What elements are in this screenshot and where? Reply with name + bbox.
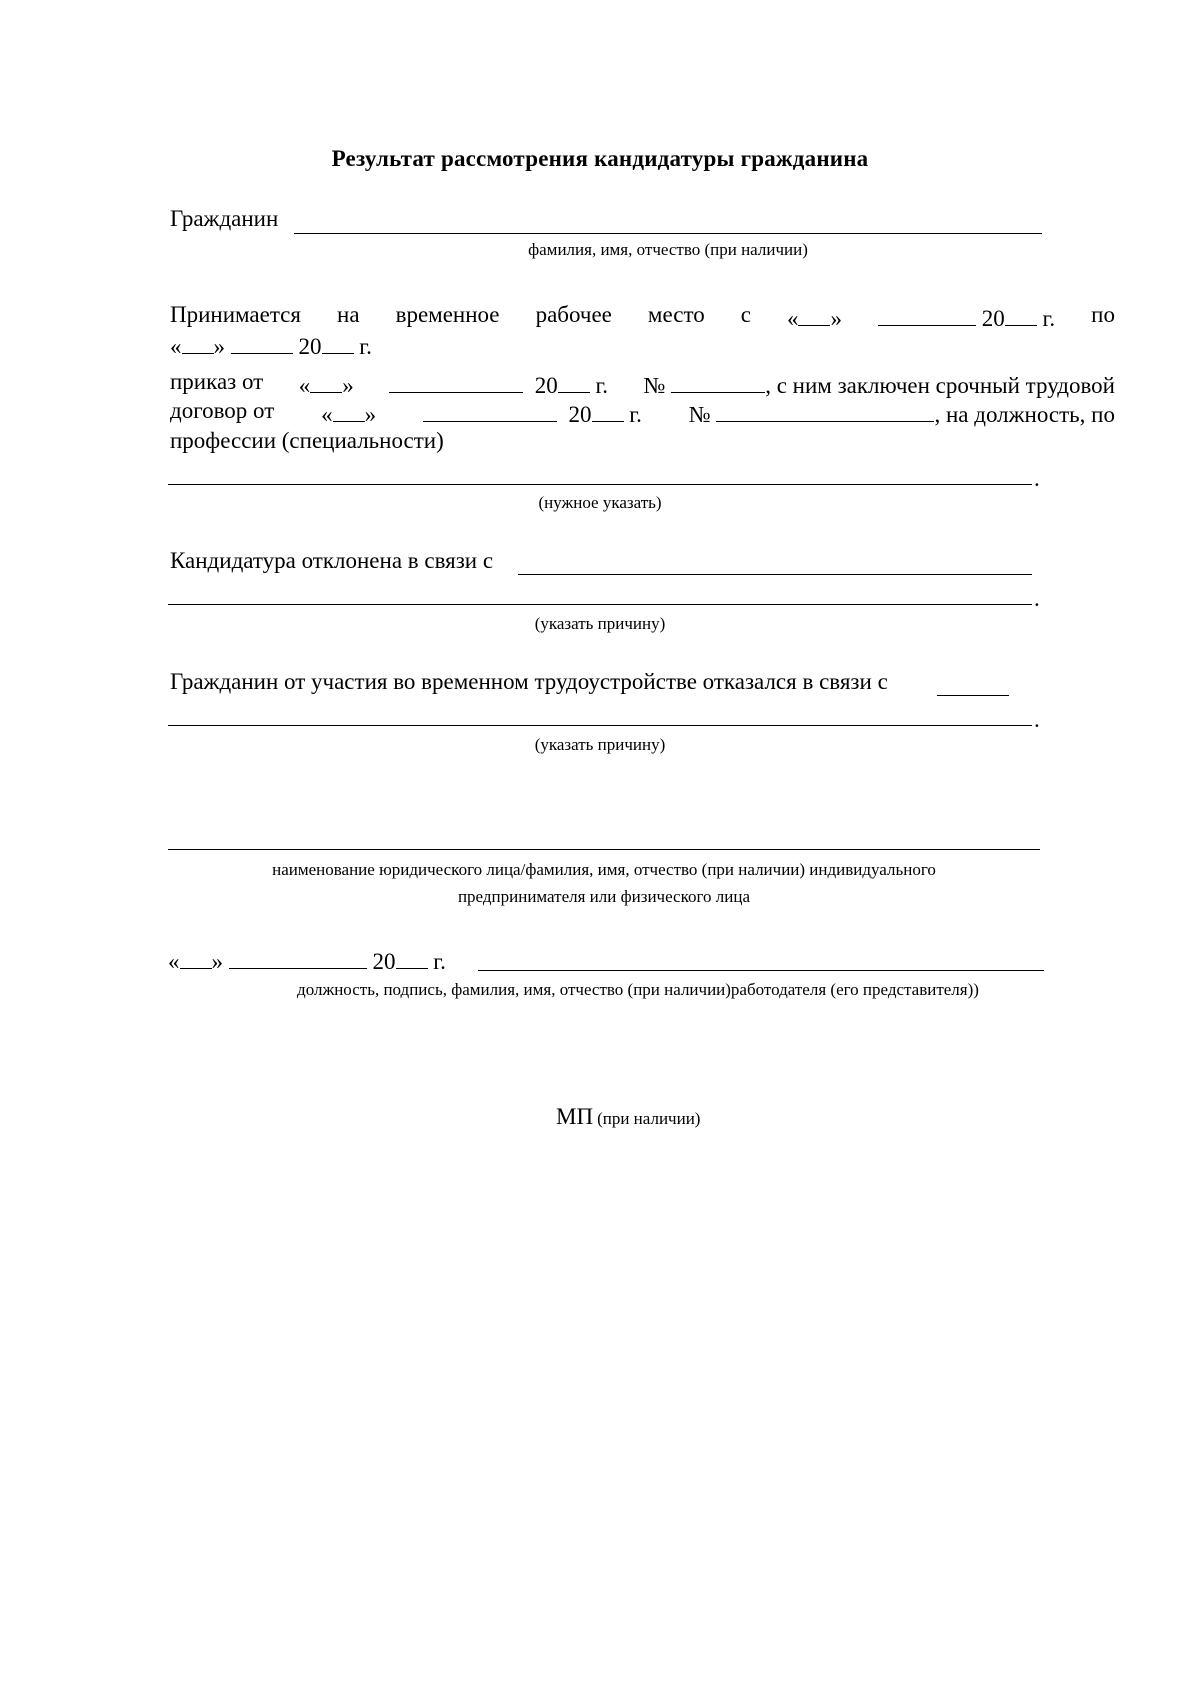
period: . xyxy=(1034,466,1040,491)
position-field[interactable] xyxy=(168,484,1032,485)
signature-caption: должность, подпись, фамилия, имя, отчество (при наличии)работодателя (его представителя)) xyxy=(297,980,979,999)
profession-label: профессии (специальности) xyxy=(170,428,444,453)
refused-caption: (указать причину) xyxy=(534,735,666,754)
start-date-month-year[interactable]: 20 г. xyxy=(878,302,1055,332)
rejected-caption: (указать причину) xyxy=(534,614,666,633)
stamp-mp: МП xyxy=(556,1104,594,1129)
to-label: по xyxy=(1091,302,1115,327)
contract-label: договор от xyxy=(170,398,275,423)
contract-number-field[interactable]: № , на должность, по xyxy=(689,398,1115,428)
start-date-day[interactable]: « » xyxy=(787,302,842,332)
employer-caption-line-2: предпринимателя или физического лица xyxy=(457,887,751,906)
stamp-mark xyxy=(556,1104,700,1130)
citizen-caption: фамилия, имя, отчество (при наличии) xyxy=(528,240,808,259)
refused-reason-field-2[interactable] xyxy=(168,725,1032,726)
accepted-word: Принимается xyxy=(170,302,301,327)
order-line xyxy=(170,369,1115,399)
employer-name-field[interactable] xyxy=(168,849,1040,850)
accepted-line-1 xyxy=(170,302,1115,332)
contract-line xyxy=(170,398,1115,428)
accepted-word: на xyxy=(337,302,360,327)
refused-label: Гражданин от участия во временном трудоустройстве отказался в связи с xyxy=(170,669,888,694)
citizen-name-field[interactable] xyxy=(294,233,1042,234)
order-date-day[interactable]: « » xyxy=(299,369,354,399)
employer-caption-line-1: наименование юридического лица/фамилия, имя, отчество (при наличии) индивидуального xyxy=(272,860,936,879)
accepted-word: рабочее xyxy=(535,302,612,327)
end-date-field[interactable]: « » 20 г. xyxy=(170,330,372,360)
stamp-note: (при наличии) xyxy=(597,1109,701,1128)
contract-date-day[interactable]: « » xyxy=(321,398,376,428)
rejected-reason-field[interactable] xyxy=(518,574,1032,575)
accepted-word: временное xyxy=(395,302,500,327)
document-title: Результат рассмотрения кандидатуры гражданина xyxy=(331,146,869,171)
period: . xyxy=(1034,586,1040,611)
refused-reason-field[interactable] xyxy=(937,695,1009,696)
accepted-caption: (нужное указать) xyxy=(538,493,662,512)
period: . xyxy=(1034,707,1040,732)
rejected-reason-field-2[interactable] xyxy=(168,604,1032,605)
order-label: приказ от xyxy=(170,369,264,394)
rejected-label: Кандидатура отклонена в связи с xyxy=(170,548,494,573)
signature-date-field[interactable]: « » 20 г. xyxy=(168,945,446,975)
citizen-label: Гражданин xyxy=(170,206,279,231)
order-date-month-year[interactable]: 20 г. xyxy=(389,369,608,399)
signature-field[interactable] xyxy=(478,970,1044,971)
contract-date-month-year[interactable]: 20 г. xyxy=(423,398,642,428)
accepted-word: место xyxy=(647,302,705,327)
accepted-word: с xyxy=(740,302,751,327)
order-number-field[interactable]: № , с ним заключен срочный трудовой xyxy=(644,369,1115,399)
